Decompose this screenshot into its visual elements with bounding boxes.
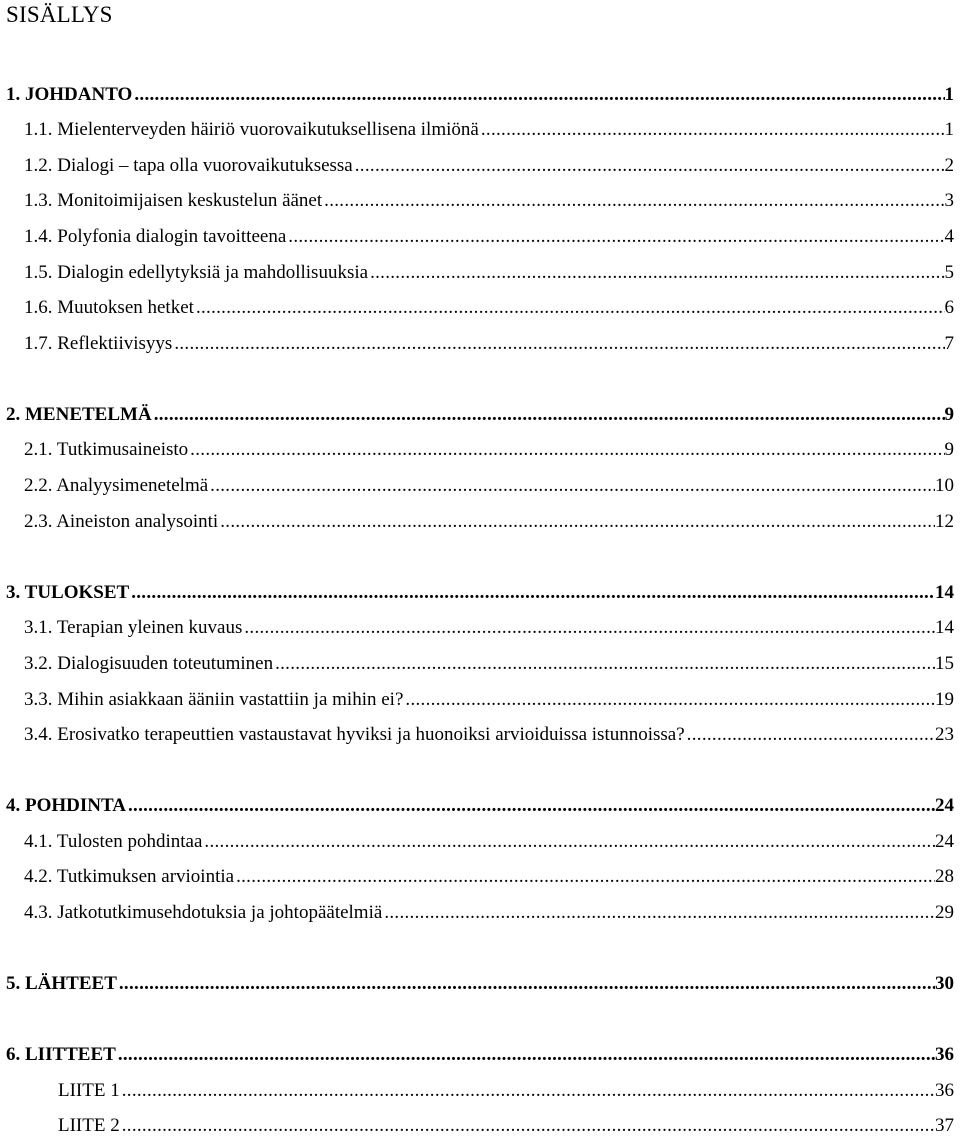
toc-dot-leader [117,971,935,997]
toc-entry-2-1[interactable] [24,437,954,463]
toc-page-number: 19 [935,689,954,710]
toc-entry-label: 1.1. Mielenterveyden häiriö vuorovaikutuksellisena ilmiönä [24,119,479,140]
toc-page-number: 15 [935,653,954,674]
toc-page-number: 24 [935,831,954,852]
toc-page-number: 36 [935,1080,954,1101]
toc-entry-chapter-1[interactable] [6,82,954,108]
toc-entry-label: 1. JOHDANTO [6,84,133,105]
toc-dot-leader [120,1113,935,1139]
toc-entry-label: 1.4. Polyfonia dialogin tavoitteena [24,226,287,247]
toc-dot-leader [286,224,944,250]
toc-entry-chapter-6[interactable] [6,1042,954,1068]
toc-page-number: 2 [944,155,954,176]
toc-entry-1-5[interactable] [24,260,954,286]
toc-page-number: 1 [944,119,954,140]
toc-entry-label: 1.2. Dialogi – tapa olla vuorovaikutuksessa [24,155,353,176]
toc-dot-leader [120,1078,935,1104]
toc-dot-leader [685,722,935,748]
toc-page-number: 28 [935,866,954,887]
toc-dot-leader [218,509,935,535]
toc-page-number: 3 [944,190,954,211]
toc-dot-leader [132,82,944,108]
toc-entry-label: 5. LÄHTEET [6,973,117,994]
toc-dot-leader [172,331,944,357]
toc-entry-label: 1.7. Reflektiivisyys [24,333,173,354]
toc-page-number: 9 [944,439,954,460]
toc-entry-label: 2.1. Tutkimusaineisto [24,439,189,460]
toc-entry-label: 3.4. Erosivatko terapeuttien vastaustavat hyviksi ja huonoiksi arvioiduissa istunnoissa? [24,724,685,745]
toc-dot-leader [382,900,935,926]
toc-page-number: 37 [935,1115,954,1136]
toc-page-number: 14 [935,617,954,638]
toc-entry-2-2[interactable] [24,473,954,499]
toc-entry-label: LIITE 2 [58,1115,120,1136]
toc-entry-chapter-5[interactable] [6,971,954,997]
toc-entry-label: 4.2. Tutkimuksen arviointia [24,866,235,887]
toc-entry-label: 1.5. Dialogin edellytyksiä ja mahdollisuuksia [24,262,369,283]
toc-page-number: 10 [935,475,954,496]
toc-entry-appendix-1[interactable] [58,1078,954,1104]
toc-entry-label: 3.1. Terapian yleinen kuvaus [24,617,243,638]
toc-page-number: 7 [944,333,954,354]
toc-page-number: 9 [944,404,954,425]
toc-dot-leader [129,580,935,606]
toc-dot-leader [353,153,945,179]
toc-entry-label: 2.2. Analyysimenetelmä [24,475,209,496]
toc-page-number: 5 [944,262,954,283]
toc-entry-1-6[interactable] [24,295,954,321]
toc-dot-leader [273,651,935,677]
toc-entry-label: 2.3. Aineiston analysointi [24,511,219,532]
toc-entry-label: LIITE 1 [58,1080,120,1101]
toc-entry-label: 4.3. Jatkotutkimusehdotuksia ja johtopäätelmiä [24,902,383,923]
toc-entry-4-3[interactable] [24,900,954,926]
toc-page-number: 24 [935,795,954,816]
toc-entry-3-4[interactable] [24,722,954,748]
toc-page-number: 14 [935,582,954,603]
toc-dot-leader [194,295,945,321]
toc-dot-leader [368,260,944,286]
toc-page-number: 6 [944,297,954,318]
toc-dot-leader [234,864,935,890]
toc-page-number: 1 [944,84,954,105]
toc-dot-leader [242,615,935,641]
page-title: SISÄLLYS [6,2,113,27]
toc-entry-chapter-4[interactable] [6,793,954,819]
toc-dot-leader [116,1042,935,1068]
toc-entry-label: 6. LIITTEET [6,1044,116,1065]
toc-entry-appendix-2[interactable] [58,1113,954,1139]
toc-entry-label: 1.6. Muutoksen hetket [24,297,194,318]
toc-page-number: 4 [944,226,954,247]
toc-entry-3-1[interactable] [24,615,954,641]
toc-entry-label: 2. MENETELMÄ [6,404,152,425]
toc-entry-label: 4. POHDINTA [6,795,126,816]
toc-dot-leader [322,188,944,214]
toc-dot-leader [126,793,935,819]
toc-page-number: 29 [935,902,954,923]
toc-entry-chapter-2[interactable] [6,402,954,428]
toc-entry-3-2[interactable] [24,651,954,677]
toc-entry-label: 3. TULOKSET [6,582,130,603]
toc-entry-1-4[interactable] [24,224,954,250]
toc-page-number: 12 [935,511,954,532]
toc-entry-4-2[interactable] [24,864,954,890]
toc-entry-label: 3.2. Dialogisuuden toteutuminen [24,653,274,674]
toc-entry-2-3[interactable] [24,509,954,535]
toc-dot-leader [479,117,945,143]
toc-entry-label: 3.3. Mihin asiakkaan ääniin vastattiin ja mihin ei? [24,689,404,710]
toc-page-number: 30 [935,973,954,994]
toc-entry-1-7[interactable] [24,331,954,357]
toc-entry-label: 4.1. Tulosten pohdintaa [24,831,203,852]
toc-dot-leader [208,473,935,499]
toc-entry-1-1[interactable] [24,117,954,143]
toc-entry-4-1[interactable] [24,829,954,855]
toc-dot-leader [152,402,945,428]
toc-entry-chapter-3[interactable] [6,580,954,606]
toc-dot-leader [403,687,935,713]
toc-page-number: 23 [935,724,954,745]
toc-entry-3-3[interactable] [24,687,954,713]
toc-dot-leader [188,437,944,463]
toc-page-number: 36 [935,1044,954,1065]
toc-entry-label: 1.3. Monitoimijaisen keskustelun äänet [24,190,323,211]
toc-entry-1-3[interactable] [24,188,954,214]
toc-dot-leader [202,829,935,855]
toc-entry-1-2[interactable] [24,153,954,179]
